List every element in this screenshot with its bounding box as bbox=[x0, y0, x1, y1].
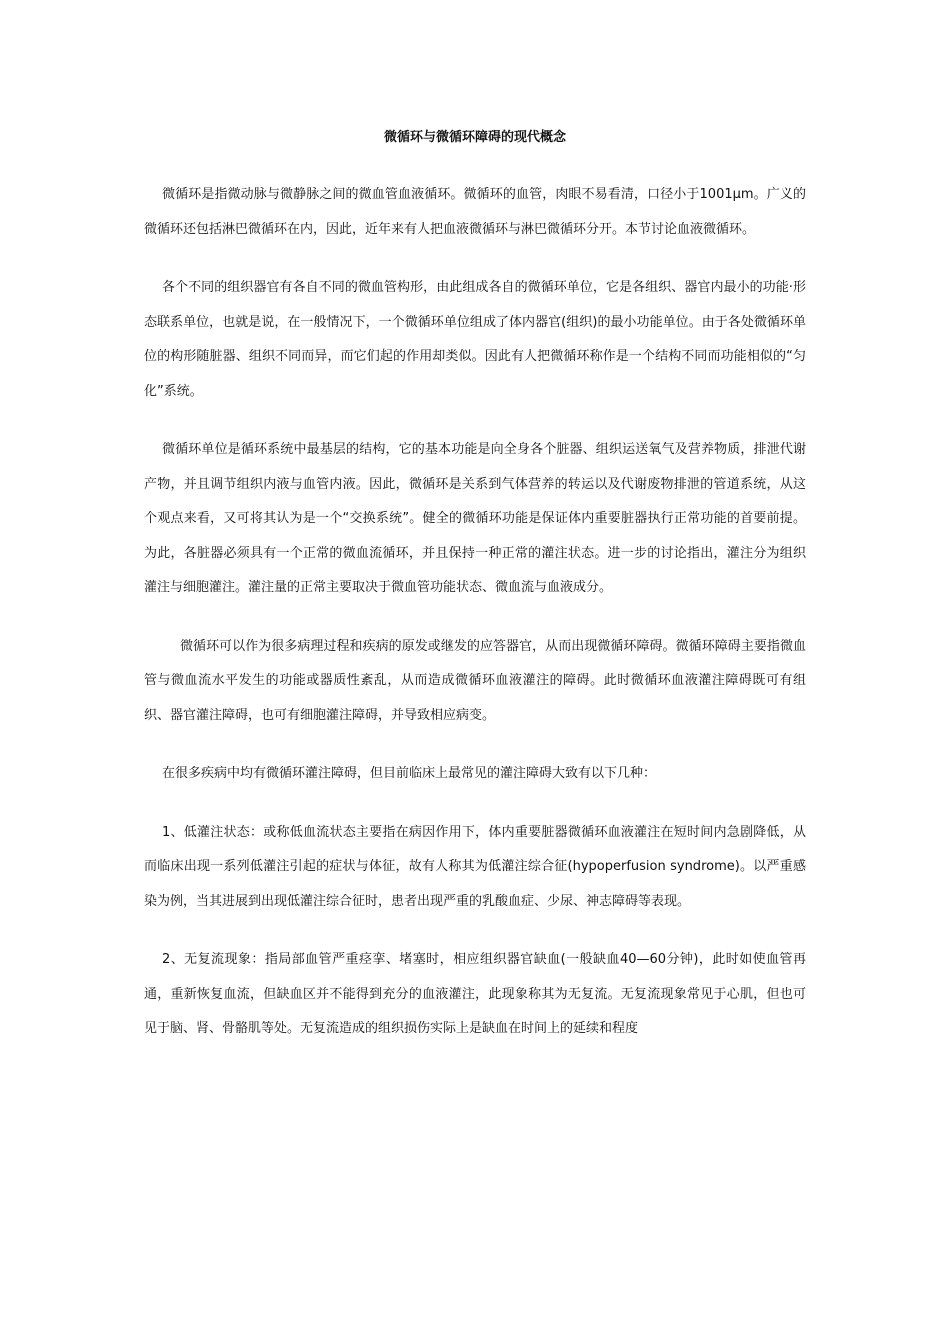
document-body bbox=[144, 178, 806, 1071]
paragraph-basic-function: 微循环单位是循环系统中最基层的结构，它的基本功能是向全身各个脏器、组织运送氧气及营养物质，排泄代谢产物，并且调节组织内液与血管内液。因此，微循环是关系到气体营养的转运以及代谢废物排泄的管道系统，从这个观点来看，又可将其认为是一个“交换系统”。健全的微循环功能是保证体内重要脏器执行正常功能的首要前提。为此，各脏器必须具有一个正常的微血流循环，并且保持一种正常的灌注状态。进一步的讨论指出，灌注分为组织灌注与细胞灌注。灌注量的正常主要取决于微血管功能状态、微血流与血液成分。 bbox=[144, 442, 806, 595]
paragraph-common-disorders-intro: 在很多疾病中均有微循环灌注障碍，但目前临床上最常见的灌注障碍大致有以下几种： bbox=[162, 766, 657, 781]
paragraph-hypoperfusion: 1、低灌注状态：或称低血流状态主要指在病因作用下，体内重要脏器微循环血液灌注在短时间内急剧降低，从而临床出现一系列低灌注引起的症状与体征，故有人称其为低灌注综合征(hypoperfusion syndrome)。以严重感染为例，当其进展到出现低灌注综合征时，患者出现严重的乳酸血症、少尿、神志障碍等表现。 bbox=[144, 824, 806, 909]
paragraph-definition: 微循环是指微动脉与微静脉之间的微血管血液循环。微循环的血管，肉眼不易看清，口径小于1001μm。广义的微循环还包括淋巴微循环在内，因此，近年来有人把血液微循环与淋巴微循环分开。本节讨论血液微循环。 bbox=[144, 187, 806, 237]
document-title: 微循环与微循环障碍的现代概念 bbox=[383, 130, 566, 145]
paragraph-microcirculation-disorder: 微循环可以作为很多病理过程和疾病的原发或继发的应答器官，从而出现微循环障碍。微循环障碍主要指微血管与微血流水平发生的功能或器质性紊乱，从而造成微循环血液灌注的障碍。此时微循环血液灌注障碍既可有组织、器官灌注障碍，也可有细胞灌注障碍，并导致相应病变。 bbox=[144, 638, 806, 723]
paragraph-microcirculation-unit: 各个不同的组织器官有各自不同的微血管构形，由此组成各自的微循环单位，它是各组织、器官内最小的功能·形态联系单位，也就是说，在一般情况下，一个微循环单位组成了体内器官(组织)的最小功能单位。由于各处微循环单位的构形随脏器、组织不同而异，而它们起的作用却类似。因此有人把微循环称作是一个结构不同而功能相似的“匀化”系统。 bbox=[144, 280, 806, 399]
paragraph-no-reflow: 2、无复流现象：指局部血管严重痉挛、堵塞时，相应组织器官缺血(一般缺血40—60分钟)，此时如使血管再通，重新恢复血流，但缺血区并不能得到充分的血液灌注，此现象称其为无复流。无复流现象常见于心肌，但也可见于脑、肾、骨骼肌等处。无复流造成的组织损伤实际上是缺血在时间上的延续和程度 bbox=[144, 952, 806, 1036]
